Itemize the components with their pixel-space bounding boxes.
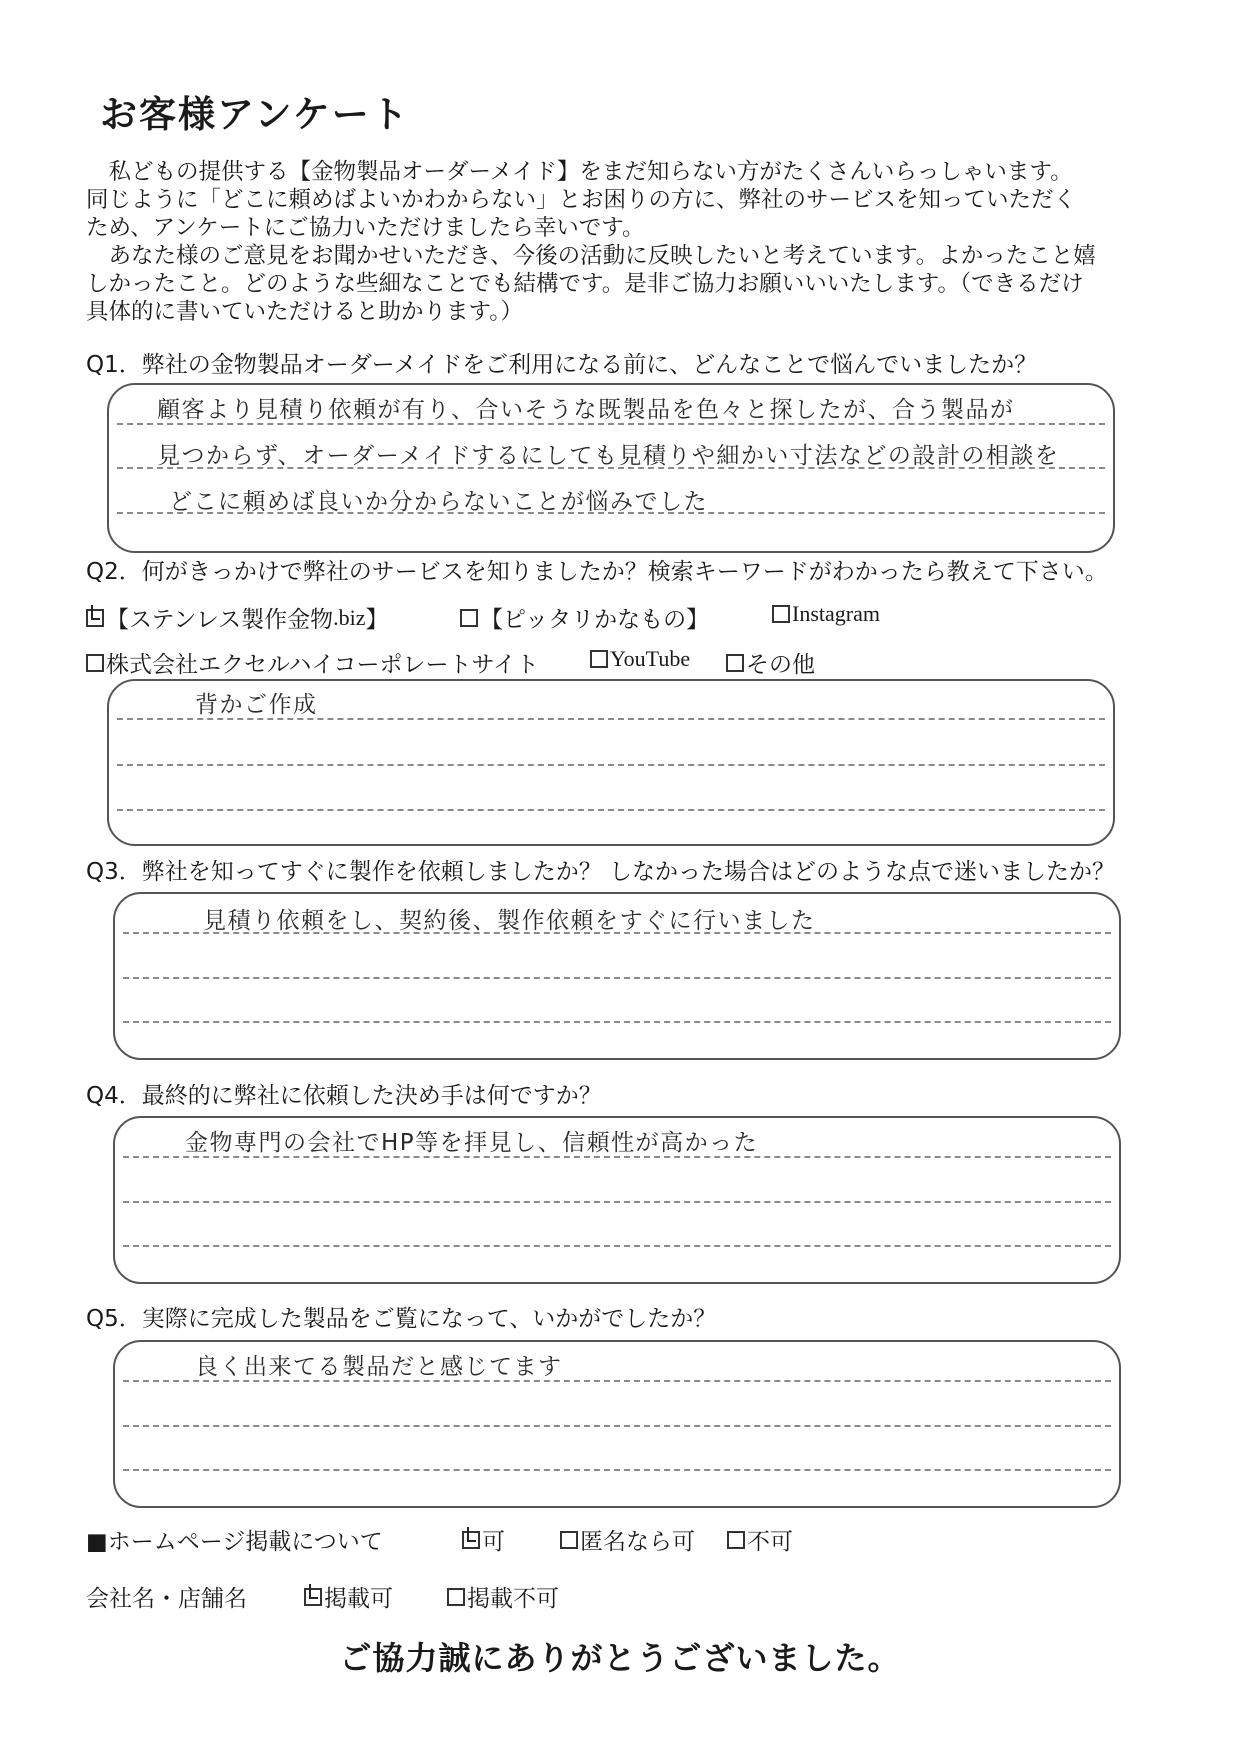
option-label: Instagram [792,601,880,626]
option-label-close: 】 [365,607,389,633]
intro-text: 私どもの提供する【金物製品オーダーメイド】をまだ知らない方がたくさんいらっしゃいます。 同じように「どこに頼めばよいかわからない」とお困りの方に、弊社のサービスを知っていただく ため、アンケートにご協力いただけましたら幸いです。 あなた様のご意見をお聞かせいただき、今後の活動に反映したいと考えています。よかったこと嬉 しかったこと。どのような些細なことでも結構です。是非ご協力お願いいいたします。（できるだけ 具体的に書いていただけると助かります。） [86,159,1096,325]
survey-title: お客様アンケート [100,93,410,136]
option-other[interactable] [726,646,815,679]
ruled-line [123,1245,1111,1247]
ruled-line [123,1469,1111,1471]
option-label: 【ピッタリかなもの】 [480,607,710,633]
checkbox-icon[interactable] [560,1531,578,1549]
thank-you-message: ご協力誠にありがとうございました。 [339,1639,901,1677]
company-label: 会社名・店舗名 [86,1586,247,1612]
q4-answer: 金物専門の会社でHP等を拝見し、信頼性が高かった [185,1130,759,1156]
homepage-option-anonymous[interactable] [560,1523,695,1556]
q1-answer-line-2: 見つからず、オーダーメイドするにしても見積りや細かい寸法などの設計の相談を [157,443,1060,469]
checkbox-icon[interactable] [590,650,608,668]
q1-label: Q1．弊社の金物製品オーダーメイドをご利用になる前に、どんなことで悩んでいましたか？ [86,352,1038,378]
homepage-option-not-allowed[interactable] [727,1523,793,1556]
option-label: 【ステンレス製作金物 [106,607,334,633]
option-label: 掲載可 [324,1586,393,1612]
option-corporate-site[interactable] [86,646,539,679]
q1-answer-box[interactable] [107,383,1115,553]
q5-answer-box[interactable] [113,1340,1121,1508]
checkbox-checked-icon[interactable] [462,1531,480,1549]
q1-answer-line-3: どこに頼めば良いか分からないことが悩みでした [169,489,708,515]
checkbox-checked-icon[interactable] [304,1588,322,1606]
q2-answer: 背かご作成 [195,692,318,718]
option-label: 不可 [747,1529,793,1555]
option-label: 可 [482,1529,505,1555]
q4-label: Q4．最終的に弊社に依頼した決め手は何ですか？ [86,1083,602,1109]
ruled-line [123,1021,1111,1023]
option-instagram[interactable] [772,601,880,627]
option-label-suffix: .biz [333,604,366,630]
q3-label: Q3．弊社を知ってすぐに製作を依頼しましたか？ しなかった場合はどのような点で迷いましたか？ [86,859,1116,885]
checkbox-icon[interactable] [772,605,790,623]
option-youtube[interactable] [590,646,690,672]
q3-answer: 見積り依頼をし、契約後、製作依頼をすぐに行いました [203,908,816,934]
option-pittari-kanamono[interactable] [460,601,709,634]
homepage-option-allowed[interactable] [462,1523,505,1556]
q4-answer-box[interactable] [113,1116,1121,1284]
ruled-line [123,977,1111,979]
option-label: その他 [746,652,815,678]
option-label: 匿名なら可 [580,1529,695,1555]
option-label: 株式会社エクセルハイコーポレートサイト [106,652,539,678]
q1-answer-line-1: 顧客より見積り依頼が有り、合いそうな既製品を色々と探したが、合う製品が [157,397,1015,423]
ruled-line [123,1201,1111,1203]
option-stainless-biz[interactable] [86,601,389,634]
homepage-label: ■ホームページ掲載について [86,1529,383,1555]
q5-label: Q5．実際に完成した製品をご覧になって、いかがでしたか？ [86,1306,717,1332]
ruled-line [117,764,1105,766]
checkbox-icon[interactable] [460,609,478,627]
option-label: 掲載不可 [467,1586,559,1612]
ruled-line [123,1425,1111,1427]
q5-answer: 良く出来てる製品だと感じてます [195,1354,563,1380]
q2-answer-box[interactable] [107,679,1115,846]
company-option-not-allowed[interactable] [447,1580,559,1613]
q3-answer-box[interactable] [113,892,1121,1060]
ruled-line [117,809,1105,811]
option-label: YouTube [610,646,691,671]
checkbox-checked-icon[interactable] [86,609,104,627]
checkbox-icon[interactable] [727,1531,745,1549]
checkbox-icon[interactable] [447,1588,465,1606]
q2-label: Q2．何がきっかけで弊社のサービスを知りましたか？検索キーワードがわかったら教えて下さい。 [86,559,1108,585]
company-option-allowed[interactable] [304,1580,393,1613]
checkbox-icon[interactable] [86,654,104,672]
checkbox-icon[interactable] [726,654,744,672]
